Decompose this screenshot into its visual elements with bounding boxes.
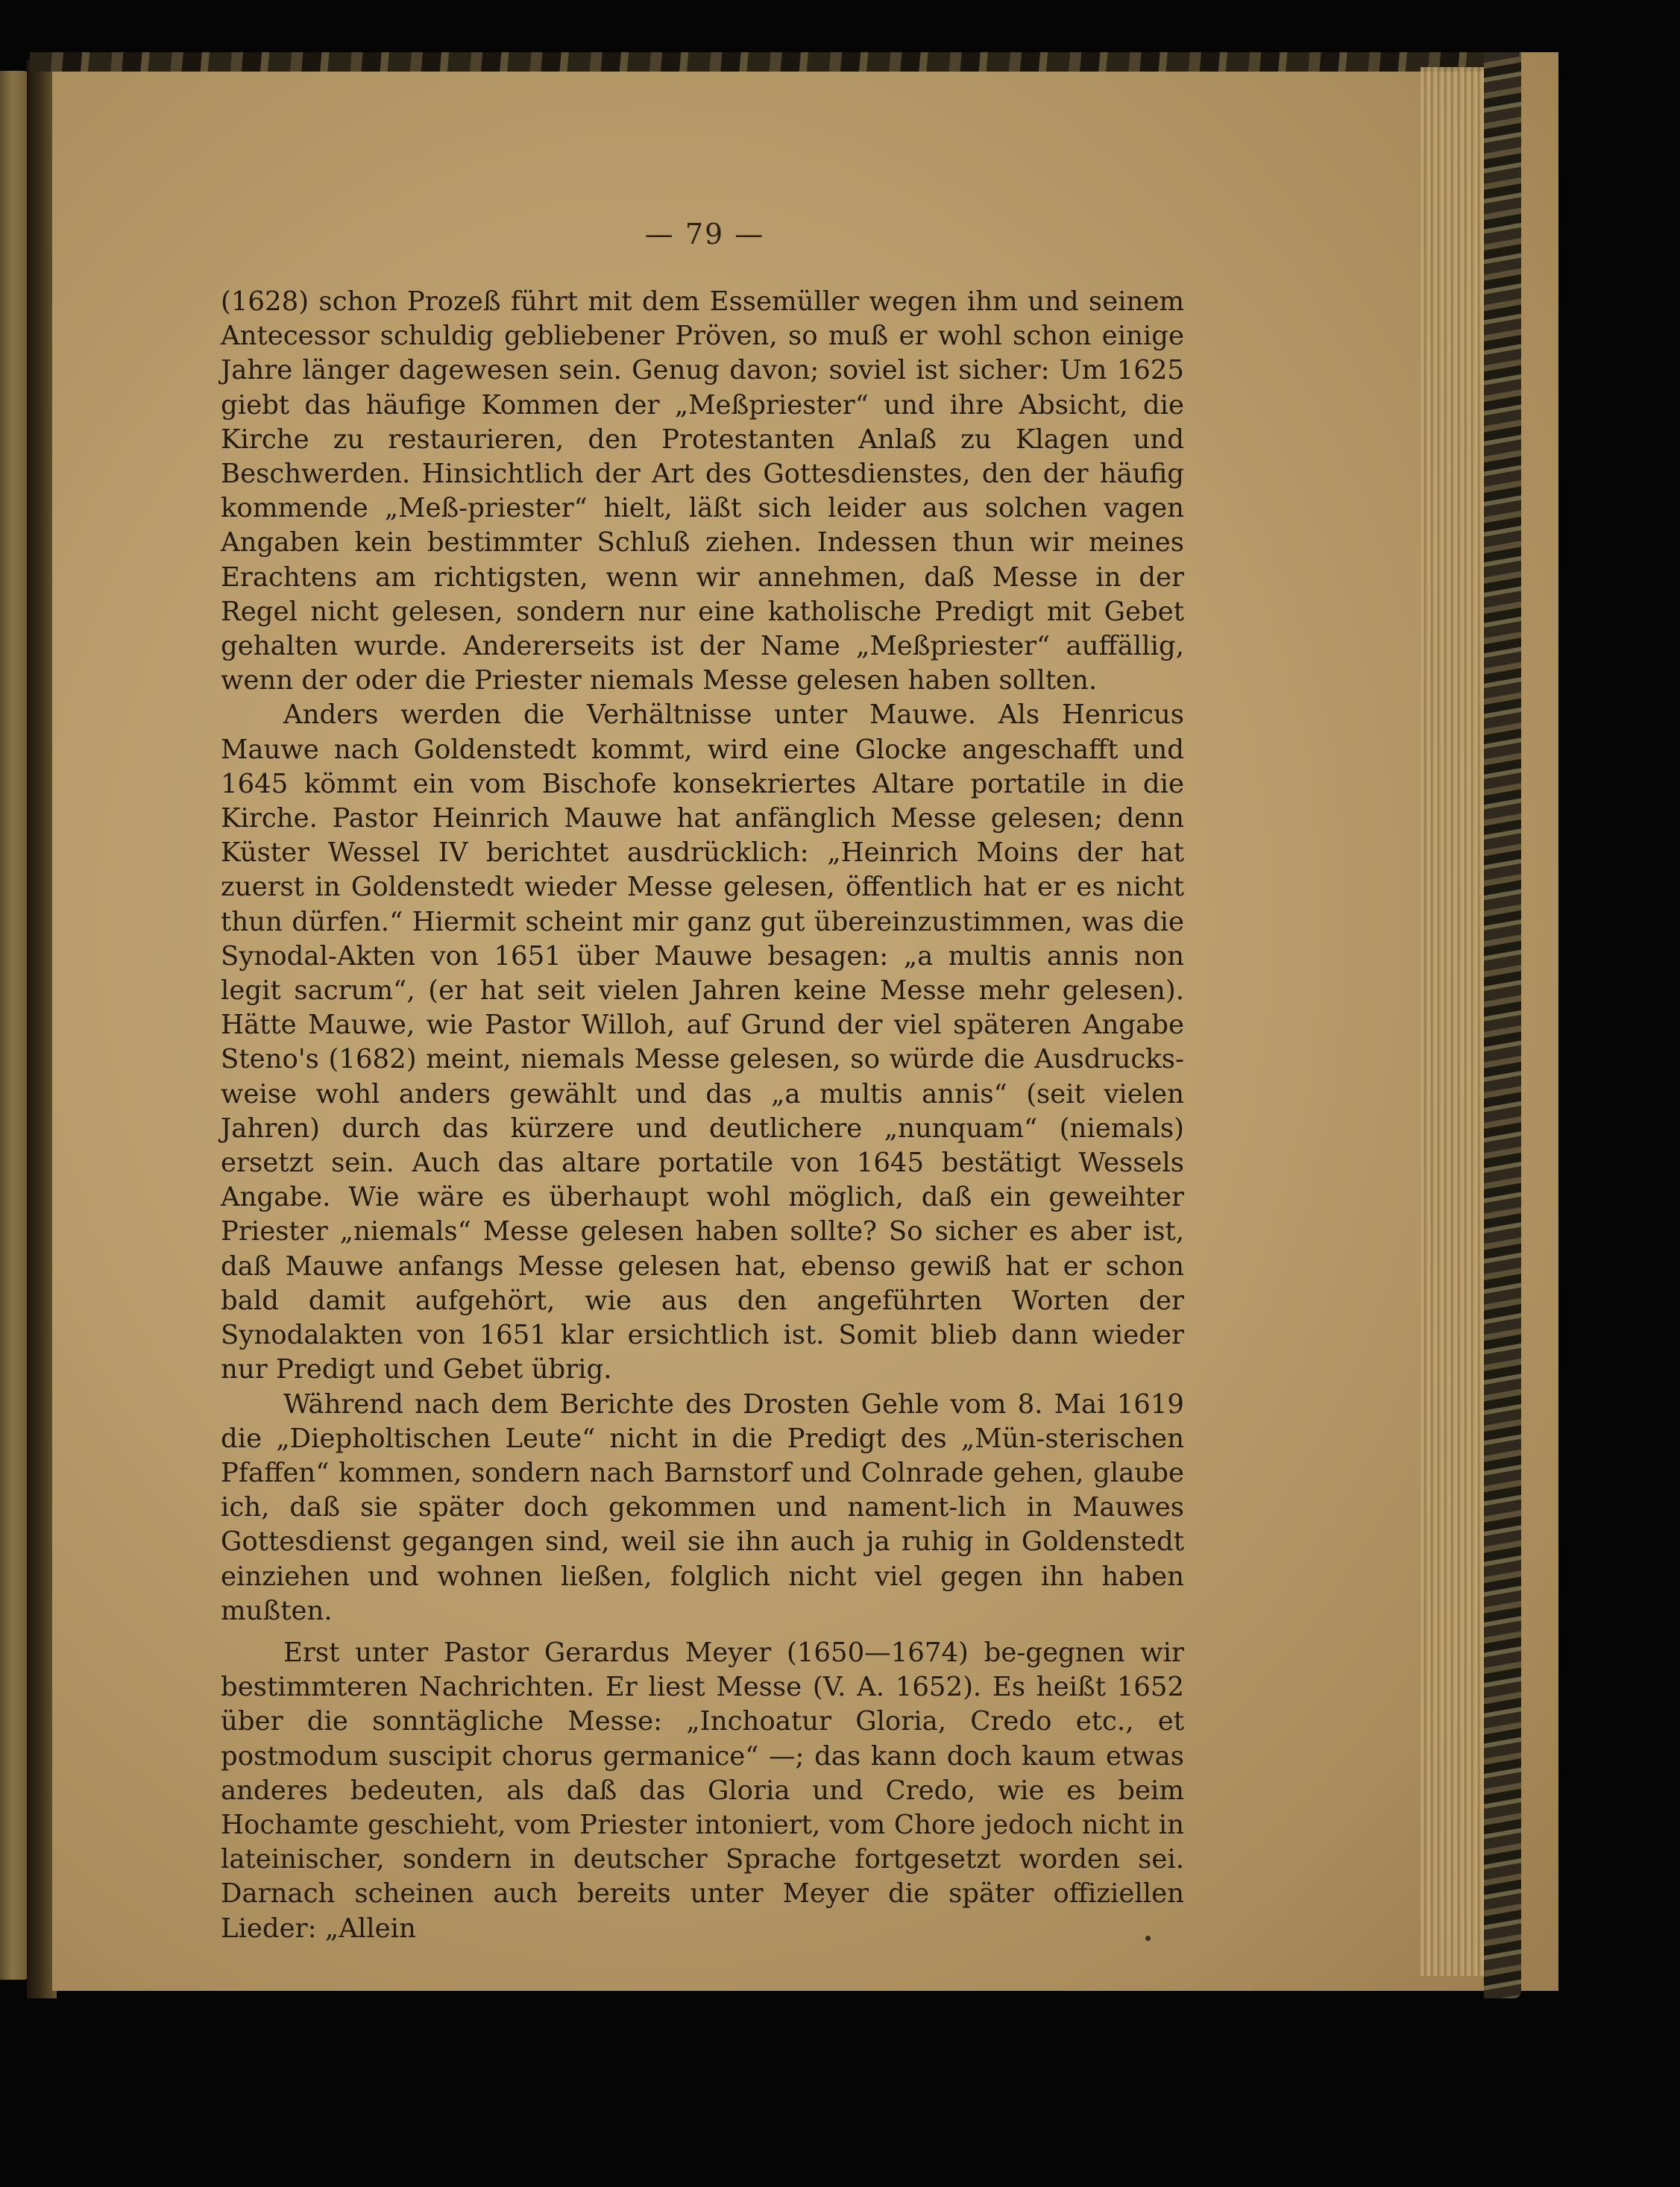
page-number: — 79 — <box>644 218 765 251</box>
paragraph: (1628) schon Prozeß führt mit dem Essemüller wegen ihm und seinem Antecessor schuldig gebliebener Pröven, so muß er wohl schon einige Jahre länger dagewesen sein. Genug davon; soviel ist sicher: Um 1625 giebt das häufige Kommen der „Meßpriester“ und ihre Absicht, die Kirche zu restaurieren, den Protestanten Anlaß zu Klagen und Beschwerden. Hinsichtlich der Art des Gottesdienstes, den der häufig kommende „Meß-priester“ hielt, läßt sich leider aus solchen vagen Angaben kein bestimmter Schluß ziehen. Indessen thun wir meines Erachtens am richtigsten, wenn wir annehmen, daß Messe in der Regel nicht gelesen, sondern nur eine katholische Predigt mit Gebet gehalten wurde. Andererseits ist der Name „Meßpriester“ auffällig, wenn der oder die Priester niemals Messe gelesen haben sollten. <box>221 286 1184 696</box>
paragraph: Während nach dem Berichte des Drosten Gehle vom 8. Mai 1619 die „Diepholtischen Leute“ nicht in die Predigt des „Mün-sterischen Pfaffen“ kommen, sondern nach Barnstorf und Colnrade gehen, glaube ich, daß sie später doch gekommen und nament-lich in Mauwes Gottesdienst gegangen sind, weil sie ihn auch ja ruhig in Goldenstedt einziehen und wohnen ließen, folglich nicht viel gegen ihn haben mußten. <box>221 1388 1184 1626</box>
ink-dot <box>1145 1936 1151 1941</box>
page-stack-edges <box>1421 67 1488 1976</box>
top-binding <box>30 52 1521 72</box>
paragraph: Erst unter Pastor Gerardus Meyer (1650—1674) be-gegnen wir bestimmteren Nachrichten. Er liest Messe (V. A. 1652). Es heißt 1652 über die sonntägliche Messe: „Inchoatur Gloria, Credo etc., et postmodum suscipit chorus germanice“ —; das kann doch kaum etwas anderes bedeuten, als daß das Gloria und Credo, wie es beim Hochamte geschieht, vom Priester intoniert, vom Chore jedoch nicht in lateinischer, sondern in deutscher Sprache fortgesetzt worden sei. Darnach scheinen auch bereits unter Meyer die später offiziellen Lieder: „Allein <box>221 1637 1184 1944</box>
book-cover-edge <box>1484 52 1521 1998</box>
paragraph: Anders werden die Verhältnisse unter Mauwe. Als Henricus Mauwe nach Goldenstedt kommt, wird eine Glocke angeschafft und 1645 kömmt ein vom Bischofe konsekriertes Altare portatile in die Kirche. Pastor Heinrich Mauwe hat anfänglich Messe gelesen; denn Küster Wessel IV berichtet ausdrücklich: „Heinrich Moins der hat zuerst in Goldenstedt wieder Messe gelesen, öffentlich hat er es nicht thun dürfen.“ Hiermit scheint mir ganz gut übereinzustimmen, was die Synodal-Akten von 1651 über Mauwe besagen: „a multis annis non legit sacrum“, (er hat seit vielen Jahren keine Messe mehr gelesen). Hätte Mauwe, wie Pastor Willoh, auf Grund der viel späteren Angabe Steno's (1682) meint, niemals Messe gelesen, so würde die Ausdrucks-weise wohl anders gewählt und das „a multis annis“ (seit vielen Jahren) durch das kürzere und deutlichere „nunquam“ (niemals) ersetzt sein. Auch das altare portatile von 1645 bestätigt Wessels Angabe. Wie wäre es überhaupt wohl möglich, daß ein geweihter Priester „niemals“ Messe gelesen haben sollte? So sicher es aber ist, daß Mauwe anfangs Messe gelesen hat, ebenso gewiß hat er schon bald damit aufgehört, wie aus den angeführten Worten der Synodalakten von 1651 klar ersichtlich ist. Somit blieb dann wieder nur Predigt und Gebet übrig. <box>221 699 1184 1385</box>
left-page-edge <box>0 71 28 1980</box>
page-body-text <box>221 285 1184 1946</box>
